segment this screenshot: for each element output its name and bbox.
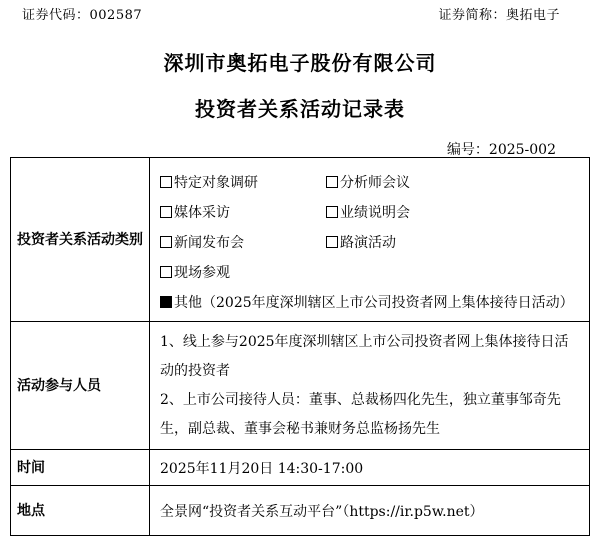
option-item: 现场参观 (160, 262, 230, 282)
option-item: 特定对象调研 (160, 172, 258, 192)
checkbox-icon (326, 176, 338, 188)
option-item: 业绩说明会 (326, 202, 410, 222)
location-row (11, 486, 590, 536)
option-item: 媒体采访 (160, 202, 230, 222)
checked-box-icon (160, 296, 172, 308)
company-title: 深圳市奥拓电子股份有限公司 (163, 51, 437, 75)
checkbox-icon (326, 206, 338, 218)
category-label: 投资者关系活动类别 (11, 158, 150, 322)
participants-line: 1、线上参与2025年度深圳辖区上市公司投资者网上集体接待日活 (160, 333, 569, 350)
category-options (150, 158, 590, 322)
time-value: 2025年11月20日 14:30-17:00 (150, 450, 590, 486)
document-number: 编号：2025-002 (446, 142, 556, 158)
checkbox-icon (160, 206, 172, 218)
checkbox-icon (160, 176, 172, 188)
participants-line: 动的投资者 (160, 362, 230, 379)
stock-code: 证券代码：002587 (22, 8, 143, 23)
location-label: 地点 (11, 486, 150, 536)
time-row (11, 450, 590, 486)
participants-line: 2、上市公司接待人员：董事、总裁杨四化先生，独立董事邹奇先 (160, 391, 561, 408)
stock-abbreviation: 证券简称：奥拓电子 (438, 8, 560, 23)
option-item: 新闻发布会 (160, 232, 244, 252)
record-table (10, 157, 590, 536)
form-title: 投资者关系活动记录表 (195, 97, 405, 121)
option-item: 路演活动 (326, 232, 396, 252)
category-row (11, 158, 590, 322)
checkbox-icon (160, 236, 172, 248)
checkbox-icon (160, 266, 172, 278)
participants-row (11, 322, 590, 450)
participants-line: 生，副总裁、董事会秘书兼财务总监杨扬先生 (160, 420, 440, 437)
participants-content (150, 322, 590, 450)
participants-label: 活动参与人员 (11, 322, 150, 450)
option-item-other: 其他（2025年度深圳辖区上市公司投资者网上集体接待日活动） (160, 292, 574, 312)
location-value: 全景网“投资者关系互动平台”（https://ir.p5w.net） (150, 486, 590, 536)
checkbox-icon (326, 236, 338, 248)
option-item: 分析师会议 (326, 172, 410, 192)
time-label: 时间 (11, 450, 150, 486)
